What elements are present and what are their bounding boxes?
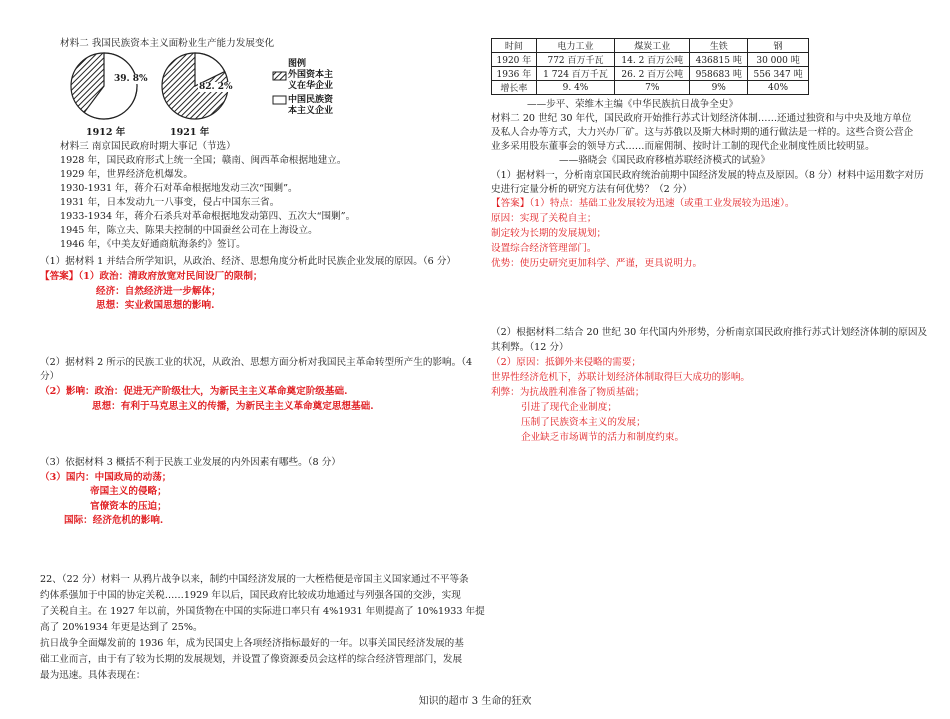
material-3-title: 材料三 南京国民政府时期大事记（节选） [60,141,236,152]
right-answer-2-line: （2）原因：抵御外来侵略的需要； [491,357,642,368]
right-answer-2-line: 压制了民族资本主义的发展； [521,417,646,428]
question-3: （3）依据材料 3 概括不利于民族工业发展的内外因素有哪些。（8 分） [40,457,341,468]
right-answer-2-line: 引进了现代企业制度； [521,402,617,413]
table-row [492,67,809,81]
right-answer-1-line: 原因：实现了关税自主； [491,213,597,224]
table-cell: 14. 2 百万公吨 [615,53,690,67]
answer-1-line: 思想：实业救国思想的影响. [96,300,215,311]
source-citation: ——骆晓会《国民政府移植苏联经济模式的试验》 [559,155,771,166]
source-citation: ——步平、荣维木主编《中华民族抗日战争全史》 [527,99,739,110]
material-2-title: 材料二 我国民族资本主义面粉业生产能力发展变化 [60,38,275,49]
table-row [492,53,809,67]
table-cell: 9. 4% [536,81,614,95]
question-22: 抗日战争全面爆发前的 1936 年，成为民国史上各项经济指标最好的一年。以事关国民经济发展的基 [40,638,464,649]
right-question-1: 史进行定量分析的研究方法有何优势？（2 分） [491,184,693,195]
event-item: 1928 年，国民政府形式上统一全国；赣南、闽西革命根据地建立。 [60,155,347,166]
question-2: （2）据材料 2 所示的民族工业的状况，从政治、思想方面分析对我国民主革命转型所产生的影响。（4 [40,357,473,368]
event-item: 1933-1934 年，蒋介石杀兵对革命根据地发动第四、五次大“围剿”。 [60,211,356,222]
right-answer-1-line: 优势：使历史研究更加科学、严谨，更具说明力。 [491,258,703,269]
table-cell: 增长率 [492,81,537,95]
event-item: 1946 年，《中美友好通商航海条约》签订。 [60,239,246,250]
material-2-text: 业多采用股东董事会的领导方式……而雇佣制、按时计工制的现代企业制度性质比较明显。 [491,141,875,152]
question-22: 约体系强加于中国的协定关税……1929 年以后，国民政府比较成功地通过与列强各国的交涉，实现 [40,590,461,601]
table-cell: 556 347 吨 [748,67,809,81]
industry-table [491,38,809,95]
table-cell: 9% [690,81,748,95]
table-row [492,81,809,95]
pie-1912 [71,53,137,119]
right-answer-2-line: 利弊：为抗战胜利准备了物质基础； [491,387,645,398]
answer-2-line: 思想：有利于马克思主义的传播，为新民主主义革命奠定思想基础. [92,401,374,412]
question-22: 高了 20%1934 年更是达到了 25%。 [40,622,203,633]
table-cell: 436815 吨 [690,53,748,67]
right-question-1: （1）据材料一，分析南京国民政府统治前期中国经济发展的特点及原因。（8 分）材料中运用数字对历 [491,170,924,181]
right-question-2: 其利弊。（12 分） [491,342,569,353]
table-cell: 26. 2 百万公吨 [615,67,690,81]
table-cell: 1936 年 [492,67,537,81]
table-cell: 40% [748,81,809,95]
legend-domestic: 中国民族资本主义企业 [288,95,334,116]
pie-1921-percent: 82. 2% [199,82,233,92]
right-answer-2-line: 企业缺乏市场调节的活力和制度约束。 [521,432,685,443]
right-answer-2-line: 世界性经济危机下，苏联计划经济体制取得巨大成功的影响。 [491,372,751,383]
table-cell: 958683 吨 [690,67,748,81]
question-1: （1）据材料 1 并结合所学知识，从政治、经济、思想角度分析此时民族企业发展的原因。（6 分） [40,256,457,267]
legend-foreign: 外国资本主义在华企业 [288,70,334,91]
material-2-text: 及私人合办等方式，大力兴办厂矿。这与苏俄以及斯大林时期的通行做法是一样的。这些合资公营企 [491,127,914,138]
legend-title: 图例 [288,59,307,69]
answer-3-line: 官僚资本的压迫； [90,501,167,512]
question-22: 22、（22 分）材料一 从鸦片战争以来，制约中国经济发展的一大桎梏便是帝国主义国家通过不平等条 [40,574,469,585]
question-22: 了关税自主。在 1927 年以前，外国货物在中国的实际进口率只有 4%1931 年则提高了 10%1933 年提 [40,606,485,617]
table-header-cell: 煤炭工业 [615,39,690,53]
legend-blank-swatch [273,96,286,104]
right-answer-1-line: 【答案】（1）特点：基础工业发展较为迅速（或重工业发展较为迅速）。 [491,198,795,209]
table-cell: 772 百万千瓦 [536,53,614,67]
table-cell: 7% [615,81,690,95]
table-cell: 30 000 吨 [748,53,809,67]
pie-1912-year: 1912 年 [86,127,126,138]
question-22: 最为迅速。具体表现在： [40,670,146,681]
legend-hatch-swatch [273,72,286,80]
event-item: 1945 年，陈立夫、陈果夫控制的中国蚕丝公司在上海设立。 [60,225,318,236]
table-header-cell: 电力工业 [536,39,614,53]
table-cell: 1 724 百万千瓦 [536,67,614,81]
table-header-cell: 生铁 [690,39,748,53]
answer-1-line: 【答案】（1）政治：清政府放宽对民间设厂的限制； [40,271,263,282]
event-item: 1930-1931 年，蒋介石对革命根据地发动三次“围剿”。 [60,183,298,194]
answer-3-line: 国际：经济危机的影响. [64,515,164,526]
table-header-cell: 钢 [748,39,809,53]
question-22: 础工业而言，由于有了较为长期的发展规划，并设置了像资源委员会这样的综合经济管理部门，发展 [40,654,463,665]
table-header-row [492,39,809,53]
event-item: 1931 年，日本发动九一八事变，侵占中国东三省。 [60,197,280,208]
pie-1912-percent: 39. 8% [114,74,148,84]
answer-3-line: （3）国内：中国政局的动荡； [40,472,172,483]
answer-1-line: 经济：自然经济进一步解体； [96,286,221,297]
pie-1921-year: 1921 年 [170,127,210,138]
material-2-text: 材料二 20 世纪 30 年代，国民政府开始推行苏式计划经济体制……还通过独资和与中央及地方单位 [491,113,912,124]
question-2: 分） [40,371,60,382]
answer-3-line: 帝国主义的侵略； [90,486,167,497]
right-answer-1-line: 制定较为长期的发展规划； [491,228,607,239]
event-item: 1929 年，世界经济危机爆发。 [60,169,193,180]
table-header-cell: 时间 [492,39,537,53]
answer-2-line: （2）影响：政治：促进无产阶级壮大，为新民主主义革命奠定阶级基础. [40,386,348,397]
page-footer: 知识的超市 3 生命的狂欢 [418,696,532,707]
pie-charts [58,52,308,122]
right-answer-1-line: 设置综合经济管理部门。 [491,243,597,254]
right-question-2: （2）根据材料二结合 20 世纪 30 年代国内外形势，分析南京国民政府推行苏式计划经济体制的原因及 [491,327,928,338]
table-cell: 1920 年 [492,53,537,67]
